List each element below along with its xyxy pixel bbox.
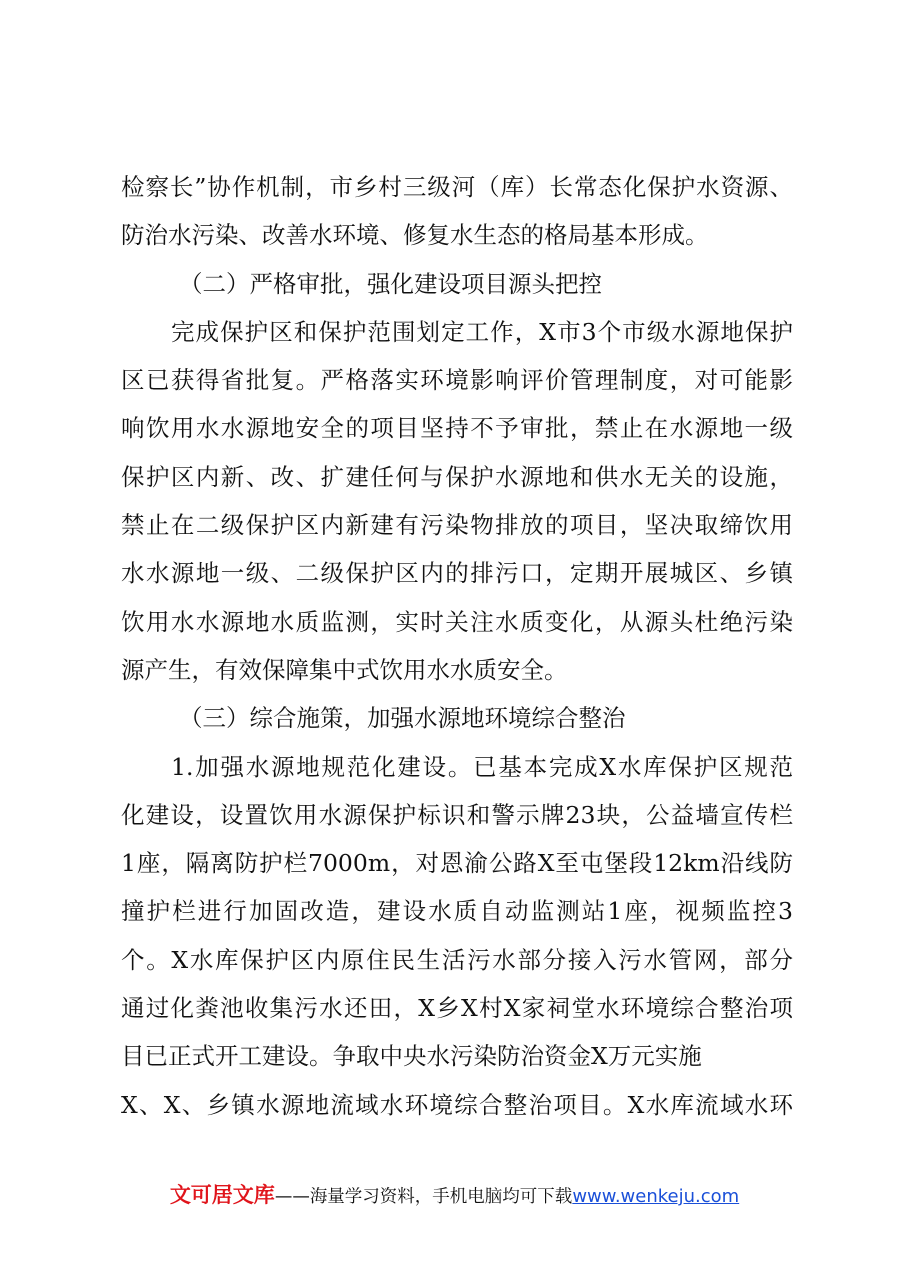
text-line: 饮用水水源地水质监测，实时关注水质变化，从源头杜绝污染	[121, 607, 793, 636]
footer-brand: 文可居文库	[169, 1183, 275, 1207]
text-line: 化建设，设置饮用水源保护标识和警示牌23块，公益墙宣传栏	[121, 800, 793, 829]
document-body	[121, 163, 793, 1129]
text-line: 禁止在二级保护区内新建有污染物排放的项目，坚决取缔饮用	[121, 511, 793, 540]
text-line: 1.加强水源地规范化建设。已基本完成X水库保护区规范	[171, 752, 793, 781]
text-line: 保护区内新、改、扩建任何与保护水源地和供水无关的设施，	[121, 462, 793, 491]
text-line: 源产生，有效保障集中式饮用水水质安全。	[121, 655, 568, 684]
text-line: 目已正式开工建设。争取中央水污染防治资金X万元实施	[121, 1042, 702, 1071]
section-heading: （三）综合施策，加强水源地环境综合整治	[179, 704, 626, 733]
text-line: 1座，隔离防护栏7000m，对恩渝公路X至屯堡段12km沿线防	[121, 849, 793, 878]
text-line: 撞护栏进行加固改造，建设水质自动监测站1座，视频监控3	[121, 897, 793, 926]
text-line: 完成保护区和保护范围划定工作，X市3个市级水源地保护	[171, 317, 793, 346]
text-line: 个。X水库保护区内原住民生活污水部分接入污水管网，部分	[121, 945, 793, 974]
section-heading: （二）严格审批，强化建设项目源头把控	[179, 269, 602, 298]
footer-banner	[0, 1182, 909, 1210]
text-line: 检察长”协作机制，市乡村三级河（库）长常态化保护水资源、	[121, 173, 793, 201]
footer-slogan: ——海量学习资料，手机电脑均可下载	[274, 1187, 573, 1207]
text-line: X、X、乡镇水源地流域水环境综合整治项目。X水库流域水环	[121, 1090, 793, 1119]
footer-site-link[interactable]: www.wenkeju.com	[572, 1186, 740, 1207]
text-line: 响饮用水水源地安全的项目坚持不予审批，禁止在水源地一级	[121, 414, 793, 443]
text-line: 通过化粪池收集污水还田，X乡X村X家祠堂水环境综合整治项	[121, 994, 793, 1023]
text-line: 区已获得省批复。严格落实环境影响评价管理制度，对可能影	[121, 366, 793, 395]
text-line: 水水源地一级、二级保护区内的排污口，定期开展城区、乡镇	[121, 559, 793, 588]
text-line: 防治水污染、改善水环境、修复水生态的格局基本形成。	[121, 221, 709, 250]
